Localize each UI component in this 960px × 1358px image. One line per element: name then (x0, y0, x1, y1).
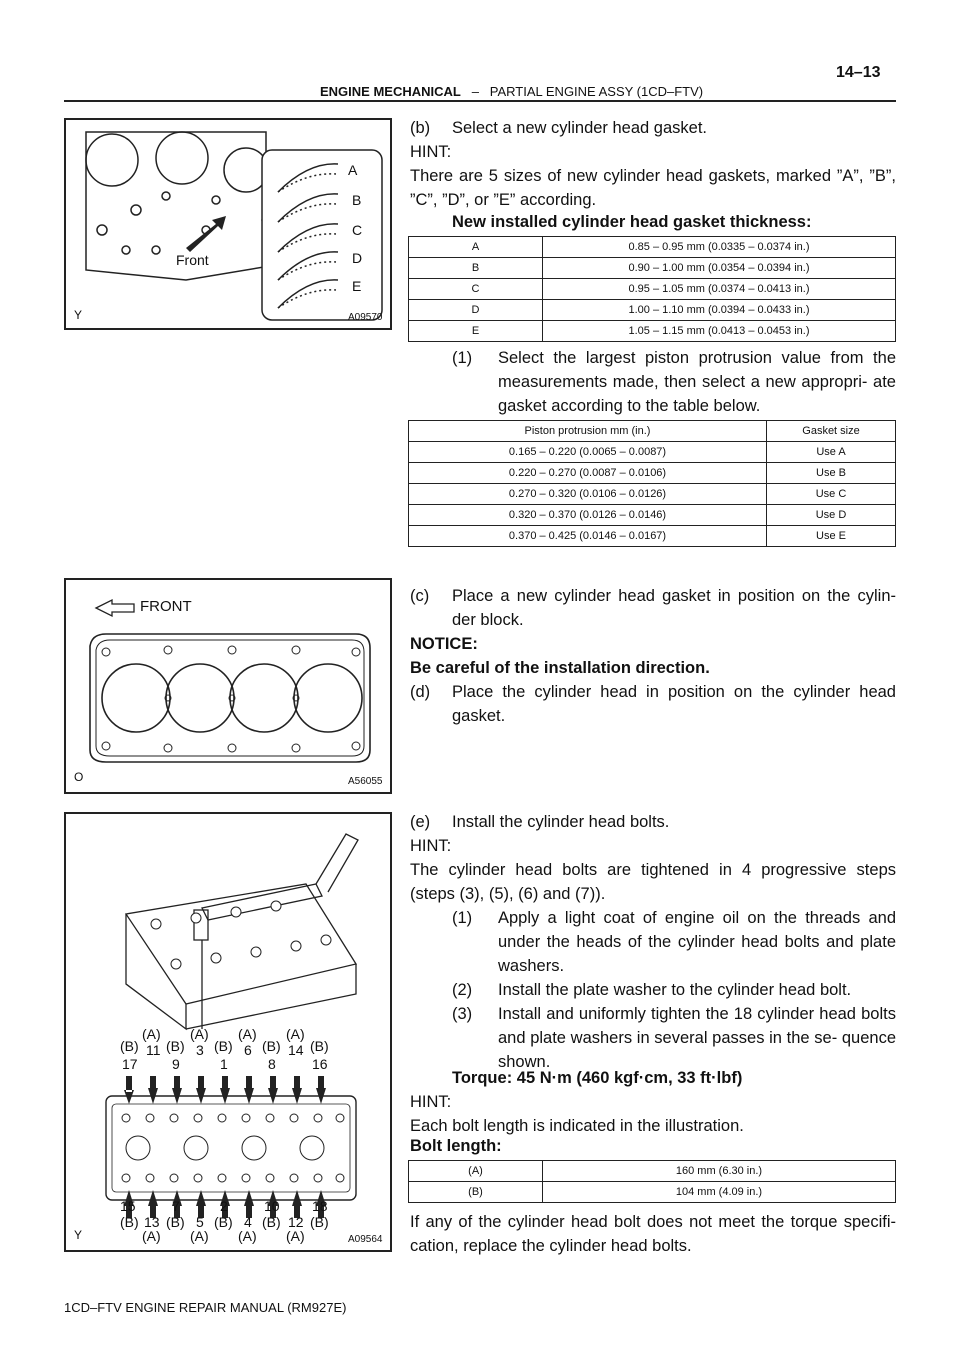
bolt-5-number: 5 (196, 1214, 204, 1230)
step-e2-number: (2) (452, 981, 473, 999)
front-arrow-icon (186, 216, 226, 252)
bolt-10-length: (B) (262, 1214, 281, 1230)
bolt-13-number: 13 (144, 1214, 160, 1230)
section-title: ENGINE MECHANICAL (320, 84, 461, 99)
bolt-12-length: (A) (286, 1228, 305, 1244)
bolt-11-length: (A) (142, 1026, 161, 1042)
fig2-code: A56055 (348, 776, 383, 787)
step-d-number: (d) (410, 683, 431, 701)
table-cell: (A) (409, 1161, 543, 1182)
step-b-hint-label: HINT: (410, 143, 452, 161)
table-cell: B (409, 258, 543, 279)
table-cell: 1.05 – 1.15 mm (0.0413 – 0.0453 in.) (543, 321, 896, 342)
section-separator: – (471, 84, 479, 99)
table-row (409, 442, 896, 463)
step-e-title: Install the cylinder head bolts. (452, 813, 670, 831)
fig2-front-label: FRONT (140, 598, 192, 615)
step-b1-text: Select the largest piston protrusion value from the measurements made, then select a new appropri- ate gasket according to the table below. (498, 349, 896, 415)
bolt-2-length: (B) (214, 1214, 233, 1230)
bolt-8-length: (B) (262, 1038, 281, 1054)
bolt-18-length: (B) (310, 1214, 329, 1230)
bolt-14-number: 14 (288, 1042, 304, 1058)
table-cell: Use B (767, 463, 896, 484)
figure-gasket-marks (64, 118, 392, 330)
front-arrow-icon (96, 600, 134, 616)
protrusion-table (408, 420, 896, 547)
bolt-4-length: (A) (238, 1228, 257, 1244)
table-header-cell: Gasket size (767, 421, 896, 442)
table-row (409, 526, 896, 547)
table-row (409, 463, 896, 484)
bolt-14-length: (A) (286, 1026, 305, 1042)
bolt-1-length: (B) (214, 1038, 233, 1054)
bolt-7-length: (B) (166, 1214, 185, 1230)
bolt-12-number: 12 (288, 1214, 304, 1230)
gasket-mark-c: C (352, 222, 363, 238)
table-cell: 0.220 – 0.270 (0.0087 – 0.0106) (409, 463, 767, 484)
table-row (409, 1182, 896, 1203)
step-e-hint-text: The cylinder head bolts are tightened in 4 progressive steps (steps (3), (5), (6) and (7)). (410, 861, 896, 903)
gasket-mark-e: E (352, 278, 362, 294)
step-b-number: (b) (410, 119, 431, 137)
torque-spec: Torque: 45 N·m (460 kgf·cm, 33 ft·lbf) (452, 1069, 743, 1087)
figure-gasket-front (64, 578, 392, 794)
fig3-corner-mark: Y (74, 1228, 83, 1242)
table-cell: A (409, 237, 543, 258)
bolt-4-number: 4 (244, 1214, 252, 1230)
bolt-sequence-illustration (66, 814, 390, 1250)
fig1-code: A09570 (348, 312, 383, 323)
notice-text: Be careful of the installation direction. (410, 659, 710, 677)
bolt-arrows (124, 1076, 326, 1218)
gasket-mark-a: A (348, 162, 358, 178)
table-cell: (B) (409, 1182, 543, 1203)
notice-label: NOTICE: (410, 635, 478, 653)
bolt-7-number: 7 (172, 1198, 180, 1214)
table-cell: Use C (767, 484, 896, 505)
step-e1-number: (1) (452, 909, 473, 927)
thickness-table (408, 236, 896, 342)
table-row (409, 1161, 896, 1182)
step-c-number: (c) (410, 587, 430, 605)
figure-bolt-sequence (64, 812, 392, 1252)
table-cell: 104 mm (4.09 in.) (543, 1182, 896, 1203)
step-e3-number: (3) (452, 1005, 473, 1023)
bolt-3-number: 3 (196, 1042, 204, 1058)
header-rule (64, 100, 896, 102)
table-row (409, 300, 896, 321)
table-cell: D (409, 300, 543, 321)
table-cell: 0.370 – 0.425 (0.0146 – 0.0167) (409, 526, 767, 547)
bolt-16-number: 16 (312, 1056, 328, 1072)
gasket-mark-b: B (352, 192, 362, 208)
table-row (409, 484, 896, 505)
step-e2-text: Install the plate washer to the cylinder head bolt. (498, 981, 852, 999)
step-e3-text: Install and uniformly tighten the 18 cylinder head bolts and plate washers in several passes in the se- quence shown. (498, 1005, 896, 1071)
table-cell: Use A (767, 442, 896, 463)
gasket-marks-illustration (66, 120, 390, 328)
table-cell: 0.320 – 0.370 (0.0126 – 0.0146) (409, 505, 767, 526)
table-cell: 0.95 – 1.05 mm (0.0374 – 0.0413 in.) (543, 279, 896, 300)
replacement-note: If any of the cylinder head bolt does not meet the torque specifi- cation, replace the cylinder head bolts. (410, 1213, 896, 1255)
step-e-hint2-text: Each bolt length is indicated in the illustration. (410, 1117, 744, 1135)
step-b-hint-text: There are 5 sizes of new cylinder head gaskets, marked ”A”, ”B”, ”C”, ”D”, or ”E” according. (410, 167, 896, 209)
bolt-6-number: 6 (244, 1042, 252, 1058)
bolt-5-length: (A) (190, 1228, 209, 1244)
step-d-text: Place the cylinder head in position on the cylinder head gasket. (452, 683, 896, 725)
table-row (409, 505, 896, 526)
page-number: 14–13 (836, 64, 881, 81)
table-header-row (409, 421, 896, 442)
table-cell: 1.00 – 1.10 mm (0.0394 – 0.0433 in.) (543, 300, 896, 321)
step-b-title: Select a new cylinder head gasket. (452, 119, 707, 137)
subsection-title: PARTIAL ENGINE ASSY (1CD–FTV) (489, 84, 704, 99)
table-row (409, 237, 896, 258)
bolt-17-number: 17 (122, 1056, 138, 1072)
bolt-10-number: 10 (264, 1198, 280, 1214)
step-e-number: (e) (410, 813, 431, 831)
table-header-cell: Piston protrusion mm (in.) (409, 421, 767, 442)
table-row (409, 321, 896, 342)
table-cell: 0.165 – 0.220 (0.0065 – 0.0087) (409, 442, 767, 463)
table-row (409, 258, 896, 279)
bolt-18-number: 18 (312, 1198, 328, 1214)
step-e-hint2-label: HINT: (410, 1093, 452, 1111)
bolt-15-number: 15 (120, 1198, 136, 1214)
bolt-1-number: 1 (220, 1056, 228, 1072)
step-e-hint-label: HINT: (410, 837, 452, 855)
step-c-text: Place a new cylinder head gasket in position on the cylin- der block. (452, 587, 896, 629)
bolt-9-number: 9 (172, 1056, 180, 1072)
gasket-front-illustration (66, 580, 390, 792)
bolt-17-length: (B) (120, 1038, 139, 1054)
bolt-8-number: 8 (268, 1056, 276, 1072)
fig3-code: A09564 (348, 1234, 383, 1245)
gasket-mark-d: D (352, 250, 363, 266)
fig1-corner-mark: Y (74, 308, 83, 322)
table-cell: Use D (767, 505, 896, 526)
footer-manual-title: 1CD–FTV ENGINE REPAIR MANUAL (RM927E) (64, 1300, 347, 1315)
bolt-9-length: (B) (166, 1038, 185, 1054)
table-cell: Use E (767, 526, 896, 547)
fig1-front-label: Front (176, 252, 209, 268)
table-cell: 160 mm (6.30 in.) (543, 1161, 896, 1182)
bolt-13-length: (A) (142, 1228, 161, 1244)
bolt-16-length: (B) (310, 1038, 329, 1054)
table-cell: 0.270 – 0.320 (0.0106 – 0.0126) (409, 484, 767, 505)
bolt-15-length: (B) (120, 1214, 139, 1230)
bolt-3-length: (A) (190, 1026, 209, 1042)
table-cell: E (409, 321, 543, 342)
bolt-2-number: 2 (220, 1198, 228, 1214)
bolt-length-table (408, 1160, 896, 1203)
header-section (320, 84, 703, 99)
bolt-length-title: Bolt length: (410, 1137, 502, 1155)
step-b1-number: (1) (452, 349, 473, 367)
step-e1-text: Apply a light coat of engine oil on the threads and under the heads of the cylinder head bolts and plate washers. (498, 909, 896, 975)
bolt-6-length: (A) (238, 1026, 257, 1042)
table-cell: 0.85 – 0.95 mm (0.0335 – 0.0374 in.) (543, 237, 896, 258)
thickness-title: New installed cylinder head gasket thickness: (452, 213, 812, 231)
bolt-11-number: 11 (146, 1042, 161, 1058)
fig2-corner-mark: O (74, 770, 84, 784)
table-cell: C (409, 279, 543, 300)
table-row (409, 279, 896, 300)
table-cell: 0.90 – 1.00 mm (0.0354 – 0.0394 in.) (543, 258, 896, 279)
